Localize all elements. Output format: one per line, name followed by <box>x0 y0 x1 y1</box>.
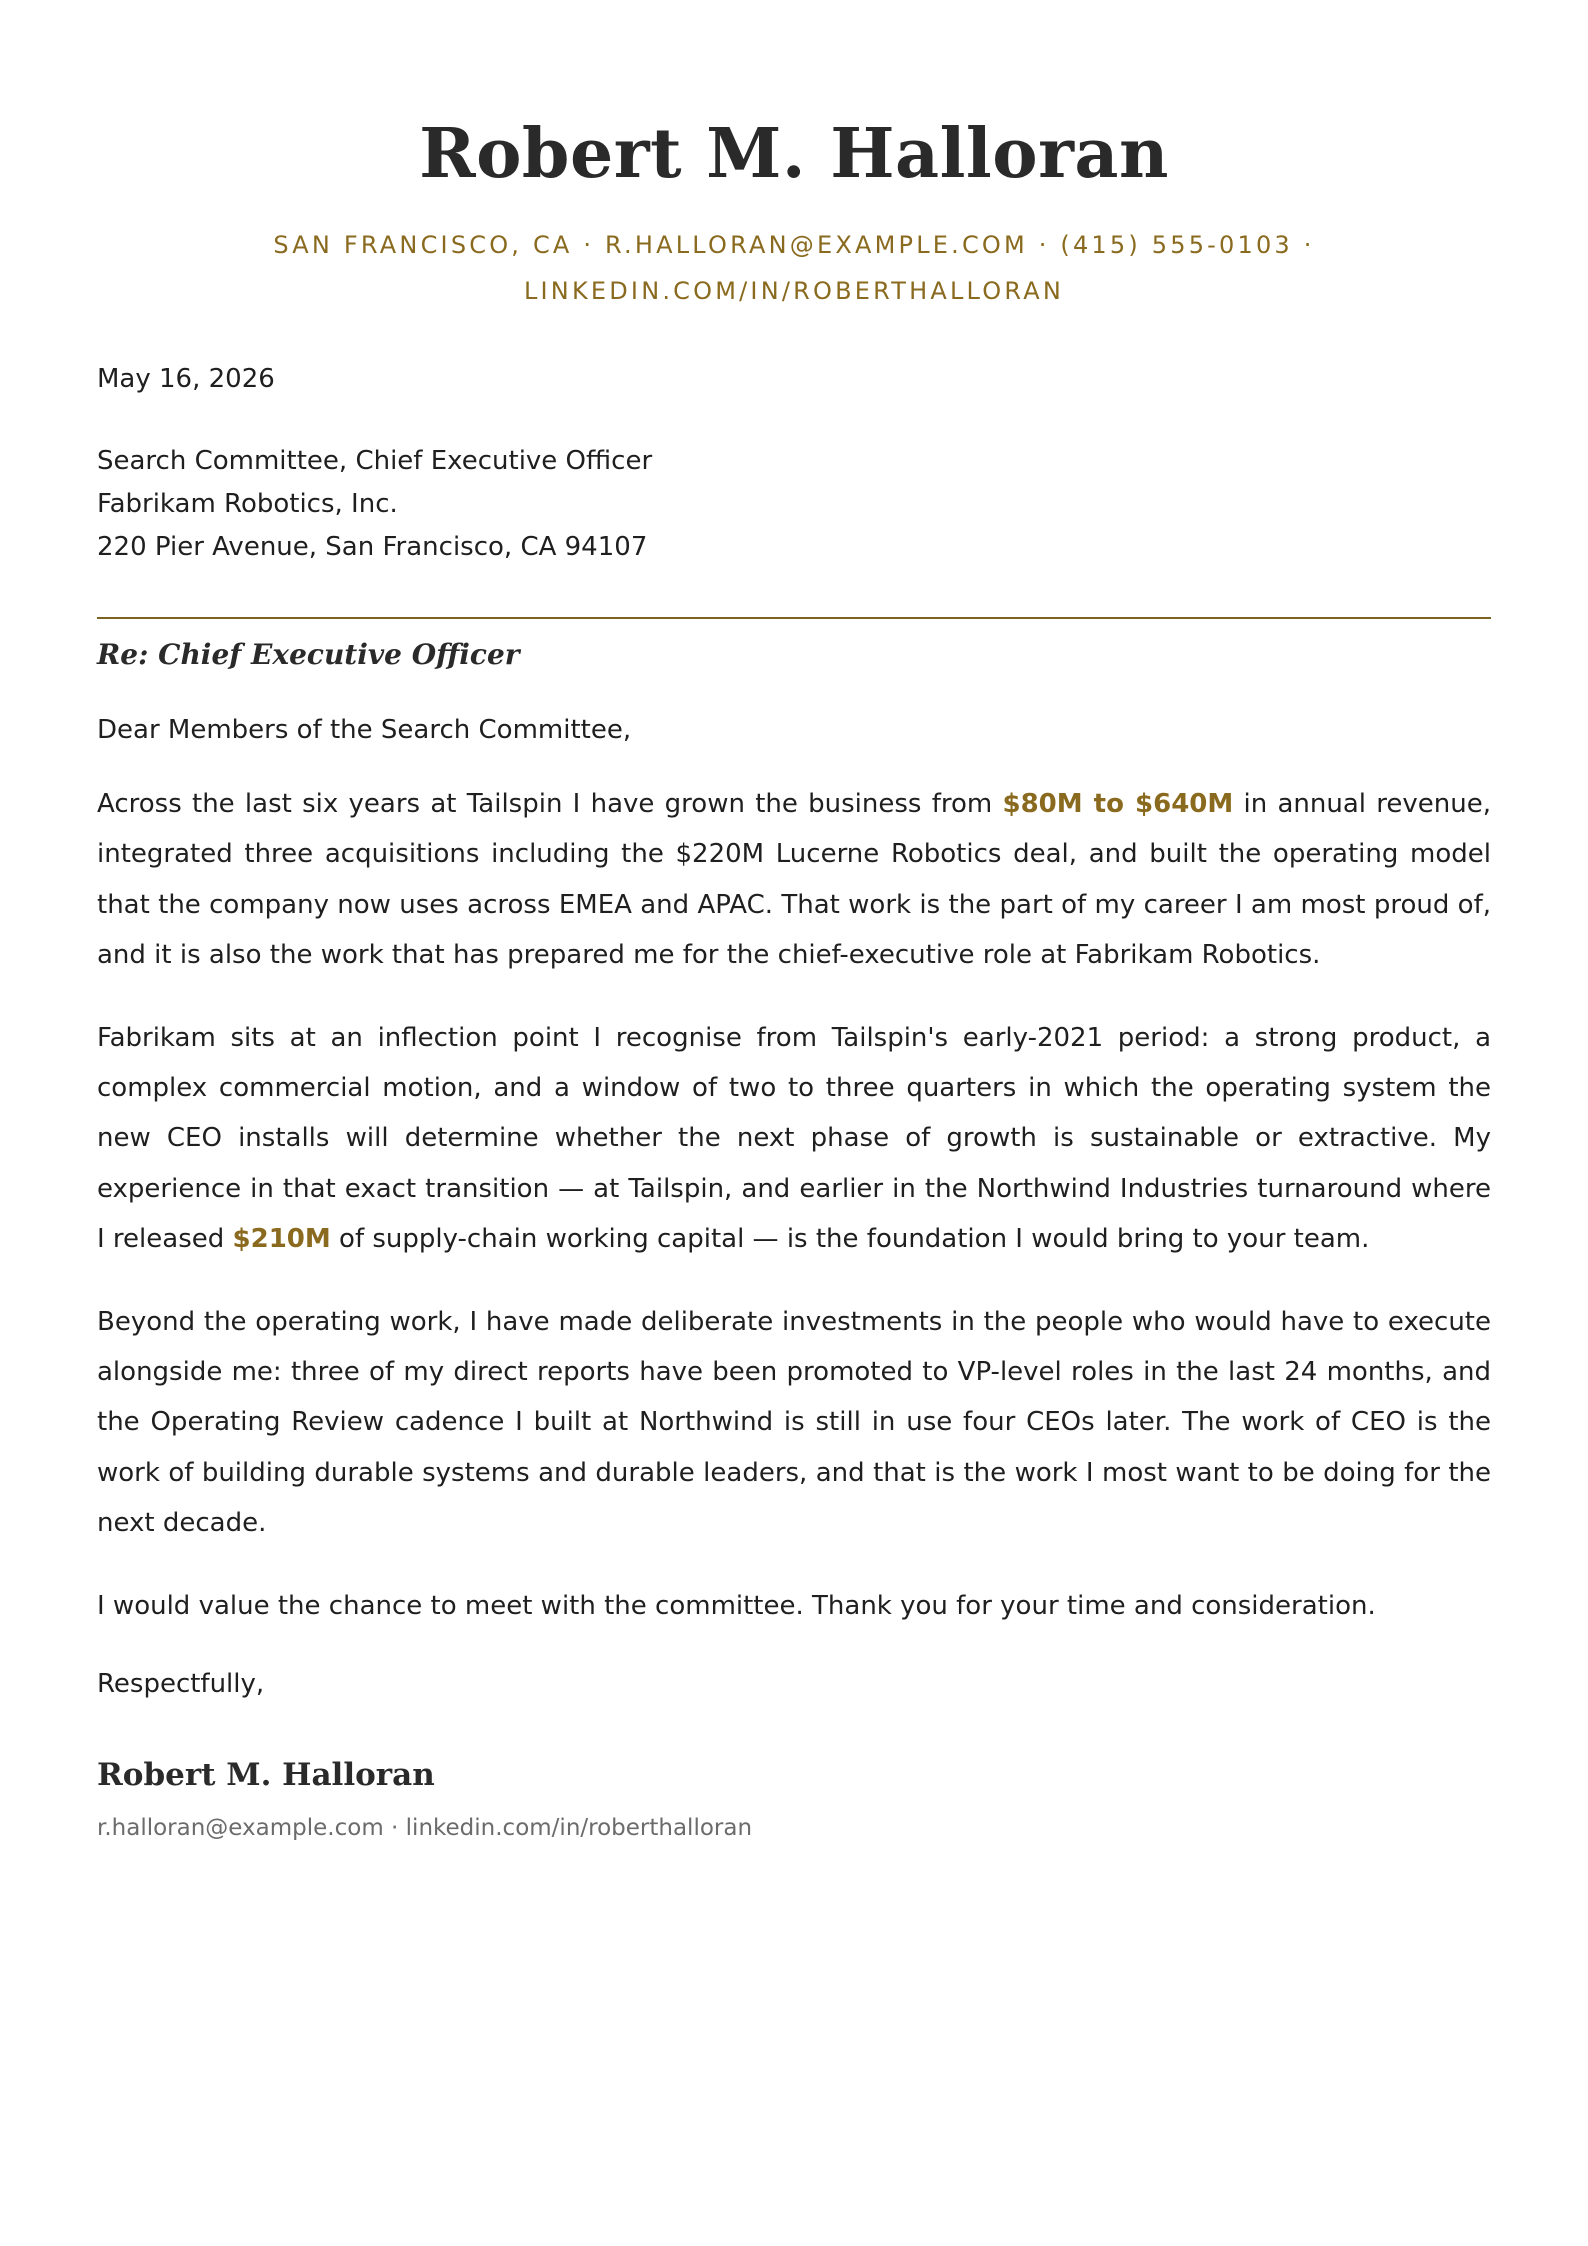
sender-contact <box>97 222 1491 314</box>
sender-contact-line-2: LINKEDIN.COM/IN/ROBERTHALLORAN <box>523 277 1065 305</box>
recipient-line-3: 220 Pier Avenue, San Francisco, CA 94107 <box>97 532 648 562</box>
body-paragraph-2 <box>97 1013 1491 1265</box>
sender-contact-line-1: SAN FRANCISCO, CA · R.HALLORAN@EXAMPLE.COM · (415) 555-0103 · <box>273 231 1315 259</box>
paragraph-2-text-a: Fabrikam sits at an inflection point I recognise from Tailspin's early-2021 period: a strong product, a complex commercial motion, and a window of two to three quarters in which the operating system the new CEO installs will determine whether the next phase of growth is sustainable or extractive. My experience in that exact transition — at Tailspin, and earlier in the Northwind Industries turnaround where I released <box>97 1022 1491 1255</box>
section-divider <box>97 617 1491 619</box>
paragraph-1-text-a: Across the last six years at Tailspin I have grown the business from <box>97 789 1003 819</box>
signature-name: Robert M. Halloran <box>97 1757 435 1794</box>
body-paragraph-3: Beyond the operating work, I have made deliberate investments in the people who would have to execute alongside me: three of my direct reports have been promoted to VP-level roles in the last 24 months, and the Operating Review cadence I built at Northwind is still in use four CEOs later. The work of CEO is the work of building durable systems and durable leaders, and that is the work I most want to be doing for the next decade. <box>97 1306 1491 1539</box>
body-paragraph-4: I would value the chance to meet with the committee. Thank you for your time and consideration. <box>97 1590 1376 1621</box>
working-capital-highlight: $210M <box>232 1224 331 1255</box>
salutation: Dear Members of the Search Committee, <box>97 715 632 745</box>
paragraph-1-text-b: in annual revenue, integrated three acquisitions including the $220M Lucerne Robotics deal, and built the operating model that the company now uses across EMEA and APAC. That work is the part of my career I am most proud of, and it is also the work that has prepared me for the chief-executive role at Fabrikam Robotics. <box>97 789 1491 971</box>
subject-line: Re: Chief Executive Officer <box>97 638 520 671</box>
letter-date: May 16, 2026 <box>97 364 275 394</box>
revenue-highlight: $80M to $640M <box>1002 789 1234 819</box>
recipient-line-2: Fabrikam Robotics, Inc. <box>97 489 398 519</box>
recipient-line-1: Search Committee, Chief Executive Officer <box>97 446 653 476</box>
letter-header <box>97 0 1491 314</box>
closing: Respectfully, <box>97 1669 265 1700</box>
sender-name: Robert M. Halloran <box>419 114 1169 194</box>
body-paragraph-1 <box>97 779 1491 981</box>
signature-contact: r.halloran@example.com · linkedin.com/in/roberthalloran <box>97 1815 753 1842</box>
paragraph-2-text-b: of supply-chain working capital — is the foundation I would bring to your team. <box>330 1224 1370 1255</box>
recipient-address <box>97 440 1491 569</box>
